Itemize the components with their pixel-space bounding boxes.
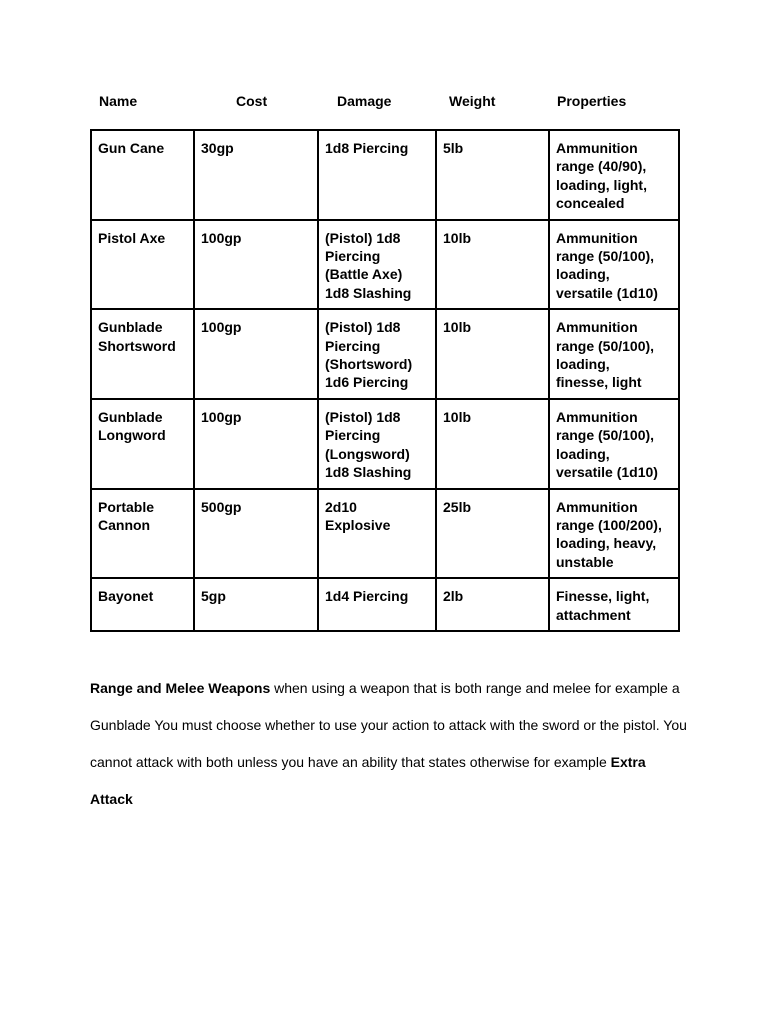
cell-weight: 25lb [436, 489, 549, 579]
header-damage: Damage [337, 93, 392, 109]
cell-cost: 100gp [194, 399, 318, 489]
weapons-table [90, 129, 680, 632]
cell-name: Bayonet [91, 578, 194, 631]
cell-properties: Ammunition range (40/90), loading, light, concealed [549, 130, 679, 220]
cell-weight: 2lb [436, 578, 549, 631]
table-header-row [0, 93, 768, 113]
table-row [91, 489, 679, 579]
cell-weight: 10lb [436, 220, 549, 310]
header-name: Name [99, 93, 138, 109]
cell-damage: 1d8 Piercing [318, 130, 436, 220]
paragraph-lead-bold: Range and Melee Weapons [90, 680, 271, 696]
cell-name: Portable Cannon [91, 489, 194, 579]
cell-weight: 10lb [436, 309, 549, 399]
table-row [91, 578, 679, 631]
range-melee-paragraph [90, 670, 690, 818]
cell-properties: Ammunition range (50/100), loading, finesse, light [549, 309, 679, 399]
cell-cost: 100gp [194, 309, 318, 399]
table-row [91, 220, 679, 310]
cell-name: Gunblade Shortsword [91, 309, 194, 399]
cell-damage: 2d10 Explosive [318, 489, 436, 579]
cell-cost: 30gp [194, 130, 318, 220]
cell-properties: Finesse, light, attachment [549, 578, 679, 631]
table-row [91, 130, 679, 220]
header-weight: Weight [449, 93, 496, 109]
cell-weight: 10lb [436, 399, 549, 489]
cell-cost: 100gp [194, 220, 318, 310]
cell-damage: 1d4 Piercing [318, 578, 436, 631]
cell-name: Gunblade Longword [91, 399, 194, 489]
header-cost: Cost [236, 93, 268, 109]
cell-damage: (Pistol) 1d8 Piercing (Shortsword) 1d6 Piercing [318, 309, 436, 399]
cell-name: Pistol Axe [91, 220, 194, 310]
cell-damage: (Pistol) 1d8 Piercing (Longsword) 1d8 Slashing [318, 399, 436, 489]
cell-cost: 5gp [194, 578, 318, 631]
cell-properties: Ammunition range (50/100), loading, versatile (1d10) [549, 399, 679, 489]
table-row [91, 399, 679, 489]
cell-properties: Ammunition range (50/100), loading, versatile (1d10) [549, 220, 679, 310]
paragraph-body: when using a weapon that is both range and melee for example a Gunblade You must choose whether to use your action to attack with the sword or the pistol. You cannot attack with both unless you have an ability that states otherwise for example [90, 680, 687, 770]
cell-name: Gun Cane [91, 130, 194, 220]
cell-cost: 500gp [194, 489, 318, 579]
cell-damage: (Pistol) 1d8 Piercing (Battle Axe) 1d8 Slashing [318, 220, 436, 310]
cell-properties: Ammunition range (100/200), loading, heavy, unstable [549, 489, 679, 579]
header-properties: Properties [557, 93, 627, 109]
paragraph-trail-bold: Extra Attack [90, 754, 646, 807]
cell-weight: 5lb [436, 130, 549, 220]
table-row [91, 309, 679, 399]
